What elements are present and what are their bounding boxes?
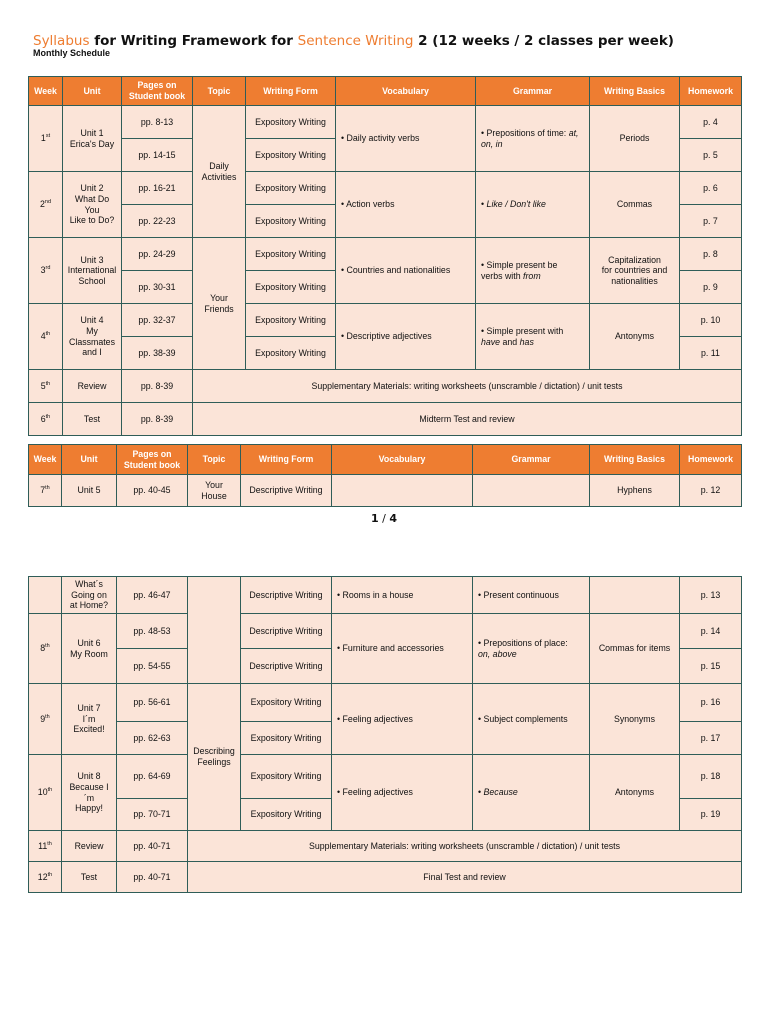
homework-cell: p. 11 <box>680 337 742 370</box>
header-writing-form: Writing Form <box>246 77 336 106</box>
table-row <box>29 106 742 139</box>
homework-cell: p. 12 <box>680 475 742 507</box>
writing-form-cell: Expository Writing <box>246 337 336 370</box>
header-topic: Topic <box>193 77 246 106</box>
topic-cell: Your House <box>188 475 241 507</box>
unit-cell: Unit 1 Erica's Day <box>63 106 122 172</box>
header-grammar: Grammar <box>476 77 590 106</box>
homework-cell: p. 18 <box>680 755 742 799</box>
pages-cell: pp. 30-31 <box>122 271 193 304</box>
unit-cell: Unit 2 What Do You Like to Do? <box>63 172 122 238</box>
pages-cell: pp. 16-21 <box>122 172 193 205</box>
pages-cell: pp. 46-47 <box>117 577 188 614</box>
homework-cell: p. 10 <box>680 304 742 337</box>
grammar-cell: • Prepositions of place: on, above <box>473 614 590 684</box>
midterm-cell: Midterm Test and review <box>193 403 742 436</box>
pages-cell: pp. 64-69 <box>117 755 188 799</box>
pages-cell: pp. 56-61 <box>117 684 188 722</box>
writing-form-cell: Descriptive Writing <box>241 614 332 649</box>
pages-cell: pp. 40-71 <box>117 862 188 893</box>
grammar-cell: • Simple present with have and has <box>476 304 590 370</box>
week-cell: 4th <box>29 304 63 370</box>
writing-basics-cell: Commas for items <box>590 614 680 684</box>
unit-cell: Unit 5 <box>62 475 117 507</box>
header-pages: Pages on Student book <box>117 445 188 475</box>
homework-cell: p. 9 <box>680 271 742 304</box>
syllabus-table-week-7 <box>28 444 742 507</box>
vocabulary-cell: • Descriptive adjectives <box>336 304 476 370</box>
week-cell: 2nd <box>29 172 63 238</box>
grammar-cell: • Like / Don't like <box>476 172 590 238</box>
table-header-row <box>29 77 742 106</box>
table-row <box>29 577 742 614</box>
table-header-row <box>29 445 742 475</box>
topic-cell: Daily Activities <box>193 106 246 238</box>
writing-basics-cell: Periods <box>590 106 680 172</box>
unit-cell: What´s Going on at Home? <box>62 577 117 614</box>
header-grammar: Grammar <box>473 445 590 475</box>
writing-form-cell: Expository Writing <box>246 139 336 172</box>
homework-cell: p. 17 <box>680 722 742 755</box>
header-writing-form: Writing Form <box>241 445 332 475</box>
syllabus-table-weeks-7-12 <box>28 576 742 893</box>
writing-basics-cell: Commas <box>590 172 680 238</box>
writing-basics-cell: Antonyms <box>590 755 680 831</box>
writing-form-cell: Expository Writing <box>241 722 332 755</box>
vocabulary-cell: • Daily activity verbs <box>336 106 476 172</box>
homework-cell: p. 4 <box>680 106 742 139</box>
vocabulary-cell: • Feeling adjectives <box>332 755 473 831</box>
table-row <box>29 862 742 893</box>
final-test-cell: Final Test and review <box>188 862 742 893</box>
pages-cell: pp. 48-53 <box>117 614 188 649</box>
unit-cell: Test <box>63 403 122 436</box>
week-cell <box>29 577 62 614</box>
vocabulary-cell: • Action verbs <box>336 172 476 238</box>
pages-cell: pp. 24-29 <box>122 238 193 271</box>
pages-cell: pp. 8-39 <box>122 370 193 403</box>
week-cell: 6th <box>29 403 63 436</box>
title-syllabus: Syllabus <box>33 33 90 49</box>
week-cell: 5th <box>29 370 63 403</box>
week-cell: 8th <box>29 614 62 684</box>
header-topic: Topic <box>188 445 241 475</box>
pages-cell: pp. 62-63 <box>117 722 188 755</box>
topic-cell: Describing Feelings <box>188 684 241 831</box>
homework-cell: p. 16 <box>680 684 742 722</box>
unit-cell: Unit 8 Because I ´m Happy! <box>62 755 117 831</box>
pages-cell: pp. 40-45 <box>117 475 188 507</box>
homework-cell: p. 19 <box>680 799 742 831</box>
writing-basics-cell <box>590 577 680 614</box>
header-week: Week <box>29 77 63 106</box>
header-homework: Homework <box>680 77 742 106</box>
homework-cell: p. 13 <box>680 577 742 614</box>
supplementary-materials-cell: Supplementary Materials: writing worksheets (unscramble / dictation) / unit tests <box>193 370 742 403</box>
week-cell: 1st <box>29 106 63 172</box>
homework-cell: p. 7 <box>680 205 742 238</box>
document-title: Syllabus for Writing Framework for Sentence Writing 2 (12 weeks / 2 classes per week) <box>33 33 674 49</box>
writing-basics-cell: Hyphens <box>590 475 680 507</box>
unit-cell: Test <box>62 862 117 893</box>
week-cell: 7th <box>29 475 62 507</box>
vocabulary-cell: • Furniture and accessories <box>332 614 473 684</box>
writing-form-cell: Expository Writing <box>246 238 336 271</box>
header-unit: Unit <box>63 77 122 106</box>
header-vocabulary: Vocabulary <box>332 445 473 475</box>
writing-form-cell: Expository Writing <box>241 684 332 722</box>
writing-form-cell: Descriptive Writing <box>241 577 332 614</box>
topic-cell <box>188 577 241 684</box>
table-row <box>29 172 742 205</box>
pages-cell: pp. 54-55 <box>117 649 188 684</box>
pages-cell: pp. 8-39 <box>122 403 193 436</box>
header-pages: Pages on Student book <box>122 77 193 106</box>
table-row <box>29 238 742 271</box>
pages-cell: pp. 22-23 <box>122 205 193 238</box>
syllabus-table-weeks-1-6 <box>28 76 742 436</box>
writing-form-cell: Descriptive Writing <box>241 475 332 507</box>
week-cell: 12th <box>29 862 62 893</box>
writing-form-cell: Expository Writing <box>246 205 336 238</box>
table-row <box>29 403 742 436</box>
week-cell: 11th <box>29 831 62 862</box>
vocabulary-cell: • Rooms in a house <box>332 577 473 614</box>
writing-form-cell: Descriptive Writing <box>241 649 332 684</box>
pages-cell: pp. 8-13 <box>122 106 193 139</box>
document-subtitle: Monthly Schedule <box>33 48 111 58</box>
unit-cell: Unit 3 International School <box>63 238 122 304</box>
writing-form-cell: Expository Writing <box>246 304 336 337</box>
vocabulary-cell <box>332 475 473 507</box>
pages-cell: pp. 40-71 <box>117 831 188 862</box>
header-homework: Homework <box>680 445 742 475</box>
homework-cell: p. 14 <box>680 614 742 649</box>
writing-form-cell: Expository Writing <box>241 755 332 799</box>
table-row <box>29 475 742 507</box>
table-row <box>29 831 742 862</box>
writing-form-cell: Expository Writing <box>246 172 336 205</box>
homework-cell: p. 15 <box>680 649 742 684</box>
table-row <box>29 370 742 403</box>
homework-cell: p. 6 <box>680 172 742 205</box>
header-unit: Unit <box>62 445 117 475</box>
week-cell: 3rd <box>29 238 63 304</box>
writing-basics-cell: Antonyms <box>590 304 680 370</box>
grammar-cell <box>473 475 590 507</box>
writing-basics-cell: Capitalization for countries and nationalities <box>590 238 680 304</box>
vocabulary-cell: • Countries and nationalities <box>336 238 476 304</box>
grammar-cell: • Because <box>473 755 590 831</box>
week-cell: 10th <box>29 755 62 831</box>
grammar-cell: • Prepositions of time: at, on, in <box>476 106 590 172</box>
unit-cell: Review <box>62 831 117 862</box>
vocabulary-cell: • Feeling adjectives <box>332 684 473 755</box>
page-number: 1 / 4 <box>370 512 397 525</box>
pages-cell: pp. 14-15 <box>122 139 193 172</box>
grammar-cell: • Present continuous <box>473 577 590 614</box>
header-writing-basics: Writing Basics <box>590 445 680 475</box>
week-cell: 9th <box>29 684 62 755</box>
table-row <box>29 755 742 799</box>
writing-form-cell: Expository Writing <box>246 106 336 139</box>
unit-cell: Review <box>63 370 122 403</box>
writing-form-cell: Expository Writing <box>246 271 336 304</box>
writing-basics-cell: Synonyms <box>590 684 680 755</box>
writing-form-cell: Expository Writing <box>241 799 332 831</box>
pages-cell: pp. 38-39 <box>122 337 193 370</box>
topic-cell: Your Friends <box>193 238 246 370</box>
pages-cell: pp. 32-37 <box>122 304 193 337</box>
unit-cell: Unit 4 My Classmates and I <box>63 304 122 370</box>
header-week: Week <box>29 445 62 475</box>
unit-cell: Unit 7 I´m Excited! <box>62 684 117 755</box>
header-vocabulary: Vocabulary <box>336 77 476 106</box>
unit-cell: Unit 6 My Room <box>62 614 117 684</box>
grammar-cell: • Simple present be verbs with from <box>476 238 590 304</box>
homework-cell: p. 5 <box>680 139 742 172</box>
table-row <box>29 684 742 722</box>
header-writing-basics: Writing Basics <box>590 77 680 106</box>
title-sentence-writing: Sentence Writing <box>297 33 414 49</box>
pages-cell: pp. 70-71 <box>117 799 188 831</box>
grammar-cell: • Subject complements <box>473 684 590 755</box>
supplementary-materials-cell: Supplementary Materials: writing worksheets (unscramble / dictation) / unit tests <box>188 831 742 862</box>
homework-cell: p. 8 <box>680 238 742 271</box>
table-row <box>29 304 742 337</box>
table-row <box>29 614 742 649</box>
